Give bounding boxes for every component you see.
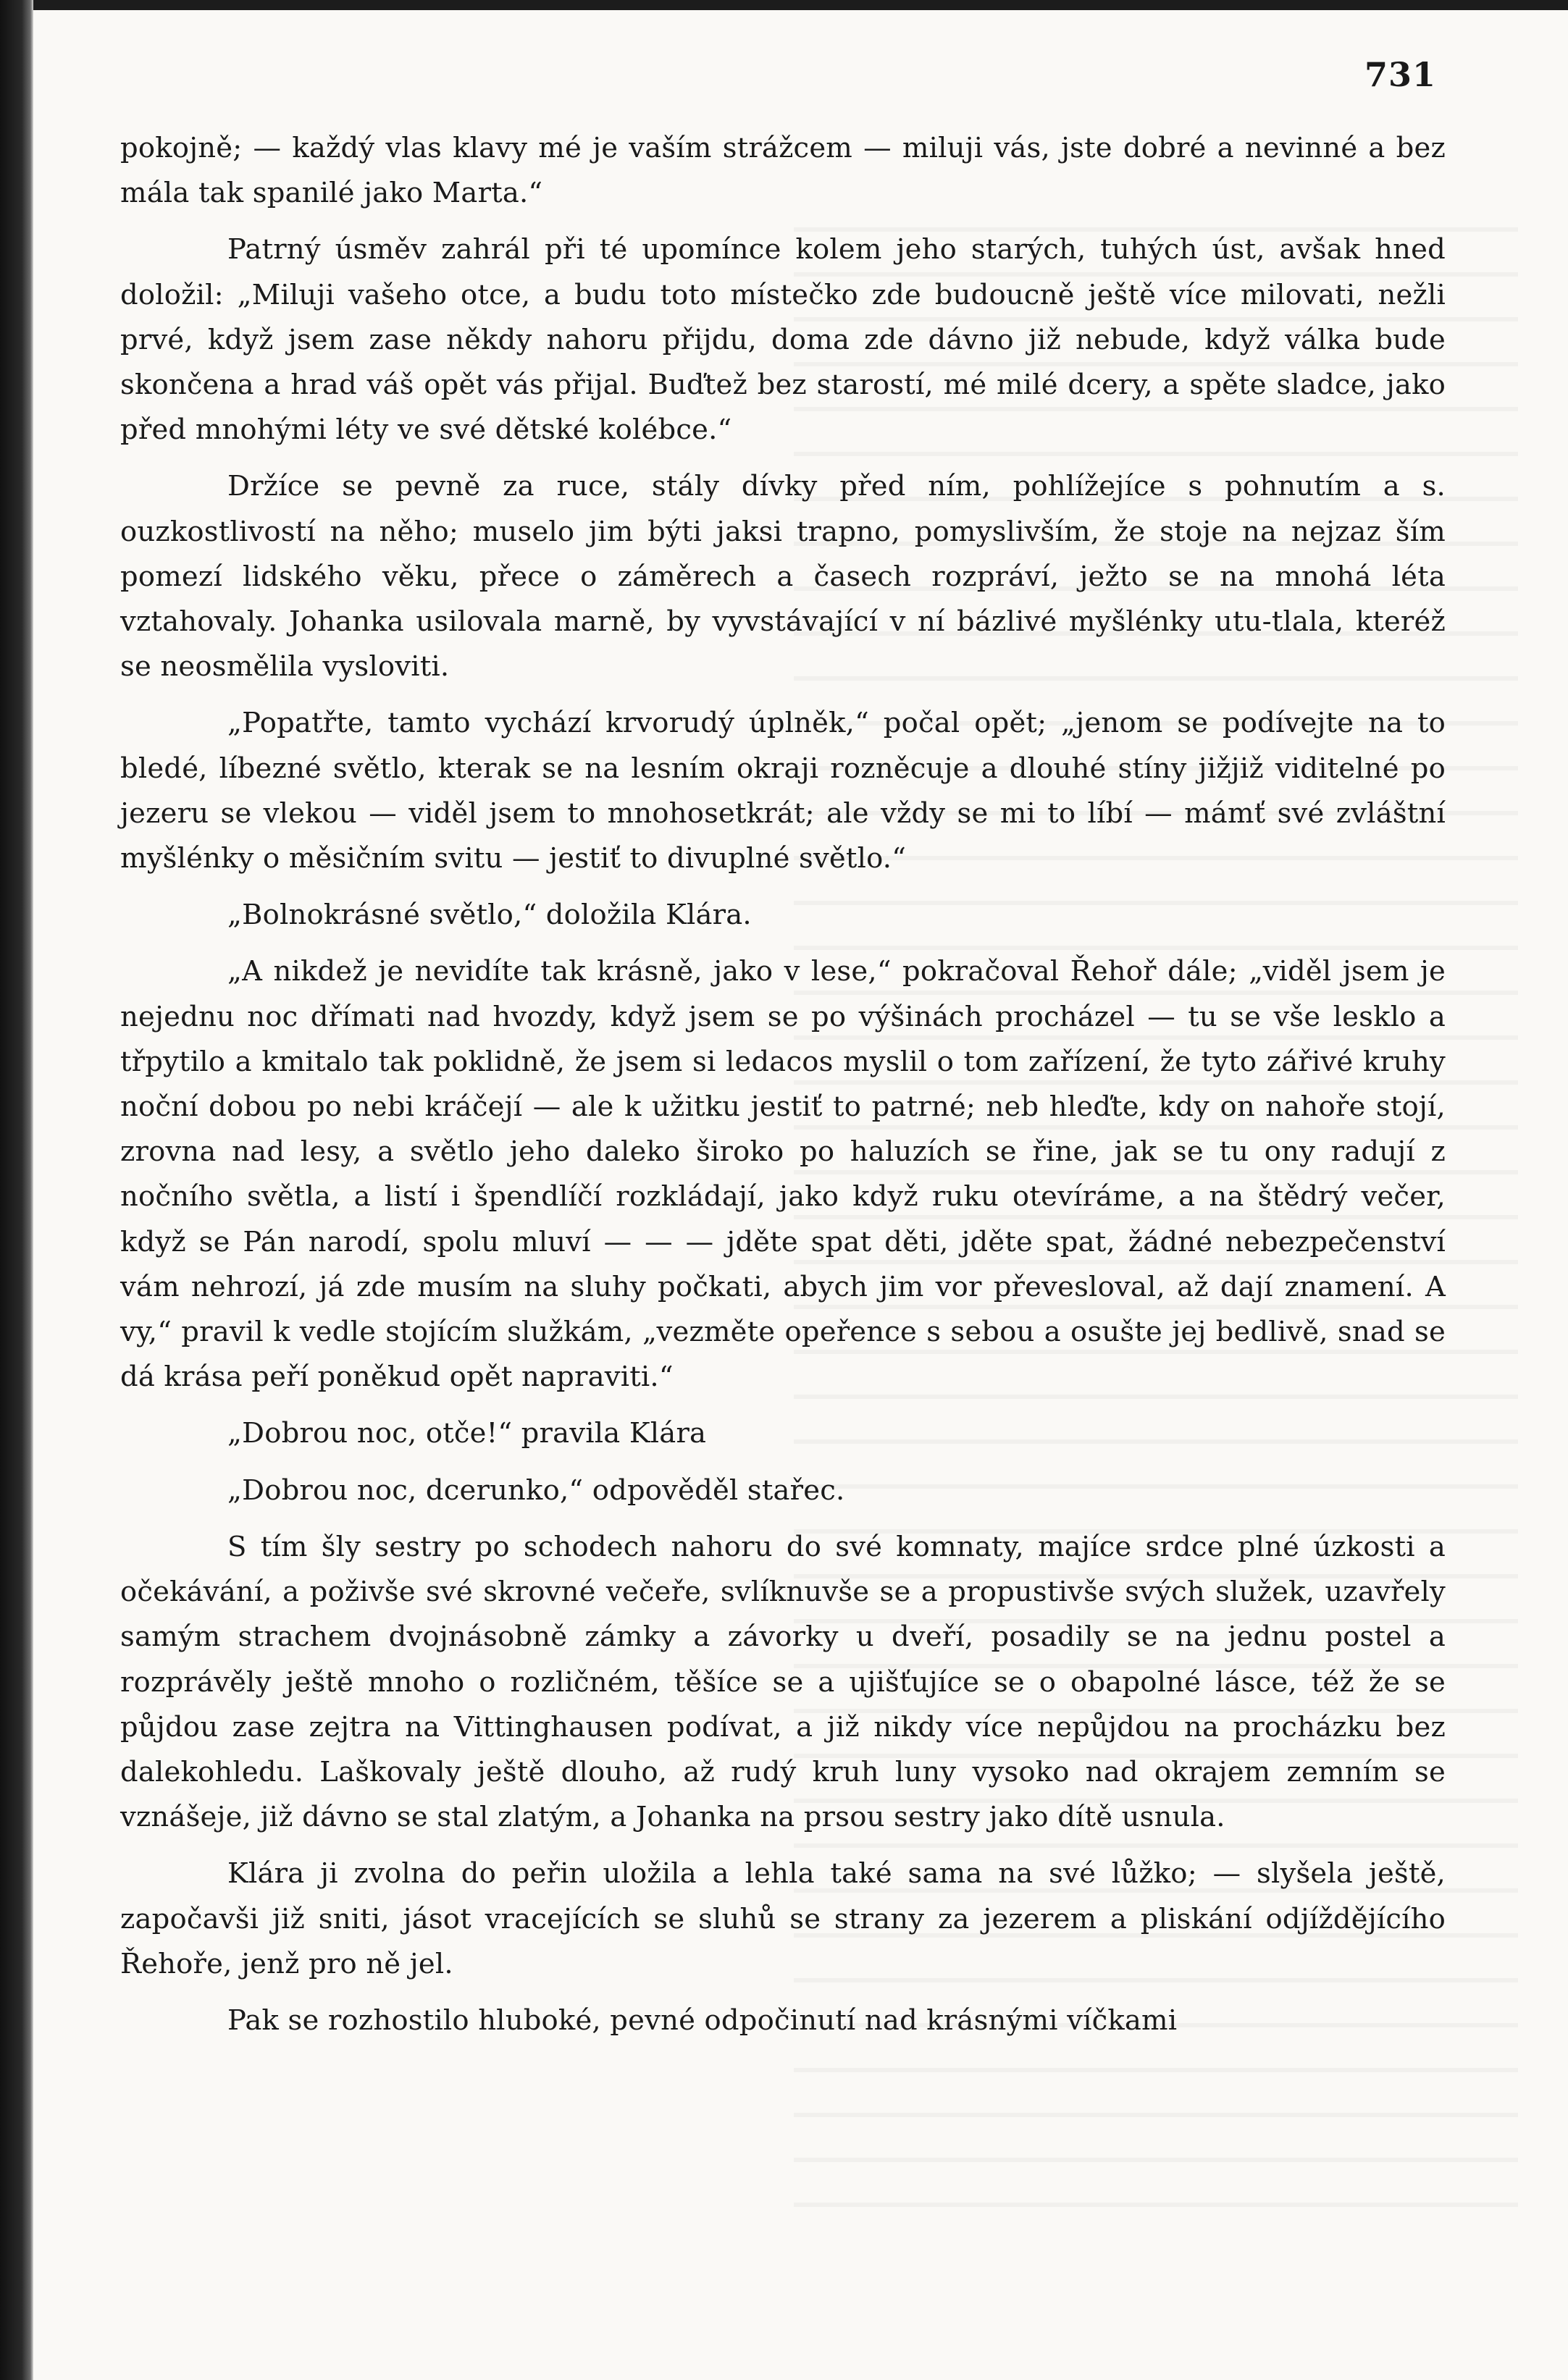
scan-border-top [0,0,1568,10]
paragraph: „Bolnokrásné světlo,“ doložila Klára. [227,899,752,932]
paragraph: Pak se rozhostilo hluboké, pevné odpočinutí nad krásnými víčkami [227,2003,1178,2037]
paragraph: pokojně; — každý vlas klavy mé je vaším strážcem — miluji vás, jste dobré a nevinné a bez mála tak spanilé jako Marta.“ [120,132,1446,210]
page-number: 731 [1364,55,1437,94]
paragraph: Patrný úsměv zahrál při té upomínce kolem jeho starých, tuhých úst, avšak hned doložil: „Miluji vašeho otce, a budu toto místečko zde budoucně ještě více milovati, nežli prvé, když jsem zase někdy nahoru přijdu, doma zde dávno již nebude, když válka bude skončena a hrad váš opět vás přijal. Buďtež bez starostí, mé milé dcery, a spěte sladce, jako před mnohými léty ve své dětské kolébce.“ [120,233,1446,447]
paragraph: „Dobrou noc, dcerunko,“ odpověděl stařec. [227,1473,845,1507]
paragraph: „Popatřte, tamto vychází krvorudý úplněk,“ počal opět; „jenom se podívejte na to bledé, líbezné světlo, kterak se na lesním okraji rozněcuje a dlouhé stíny jižjiž viditelné po jezeru se vlekou — viděl jsem to mnohosetkrát; ale vždy se mi to líbí — mámť své zvláštní myšlénky o měsičním svitu — jestiť to divuplné světlo.“ [120,707,1446,875]
paragraph: Držíce se pevně za ruce, stály dívky před ním, pohlížejíce s pohnutím a s. ouzkostlivostí na něho; muselo jim býti jaksi trapno, pomyslivším, že stoje na nejzaz ším pomezí lidského věku, přece o záměrech a časech rozpráví, ježto se na mnohá léta vztahovaly. Johanka usilovala marně, by vyvstávající v ní bázlivé myšlénky utu-tlala, kteréž se neosmělila vysloviti. [120,470,1446,684]
paragraph: „Dobrou noc, otče!“ pravila Klára [227,1417,707,1450]
paragraph: „A nikdež je nevidíte tak krásně, jako v lese,“ pokračoval Řehoř dále; „viděl jsem je nejednu noc dřímati nad hvozdy, když jsem se po výšinách procházel — tu se vše lesklo a třpytilo a kmitalo tak poklidně, že jsem si ledacos myslil o tom zařízení, že tyto zářivé kruhy noční dobou po nebi kráčejí — ale k užitku jestiť to patrné; neb hleďte, kdy on nahoře stojí, zrovna nad lesy, a světlo jeho daleko široko po haluzích se řine, jak se tu ony radují z nočního světla, a listí i špendlíčí rozkládají, jako když ruku otevíráme, a na štědrý večer, když se Pán narodí, spolu mluví — — — jděte spat děti, jděte spat, žádné nebezpečenství vám nehrozí, já zde musím na sluhy počkati, abych jim vor převesloval, až dají znamení. A vy,“ pravil k vedle stojícím služkám, „vezměte opeřence s sebou a osušte jej bedlivě, snad se dá krása peří poněkud opět napraviti.“ [120,955,1446,1394]
body-text [120,126,1446,2055]
scan-border-left [0,0,33,2380]
paragraph: Klára ji zvolna do peřin uložila a lehla také sama na své lůžko; — slyšela ještě, započavši již sniti, jásot vracejících se sluhů se strany za jezerem a pliskání odjíždějícího Řehoře, jenž pro ně jel. [120,1857,1446,1980]
paragraph: S tím šly sestry po schodech nahoru do své komnaty, majíce srdce plné úzkosti a očekávání, a poživše své skrovné večeře, svlíknuvše se a propustivše svých služek, uzavřely samým strachem dvojnásobně zámky a závorky u dveří, posadily se na jednu postel a rozprávěly ještě mnoho o rozličném, těšíce se a ujišťujíce se o obapolné lásce, též že se půjdou zase zejtra na Vittinghausen podívat, a již nikdy více nepůjdou na procházku bez dalekohledu. Laškovaly ještě dlouho, až rudý kruh luny vysoko nad okrajem zemním se vznášeje, již dávno se stal zlatým, a Johanka na prsou sestry jako dítě usnula. [120,1530,1446,1834]
book-page [33,10,1568,2380]
